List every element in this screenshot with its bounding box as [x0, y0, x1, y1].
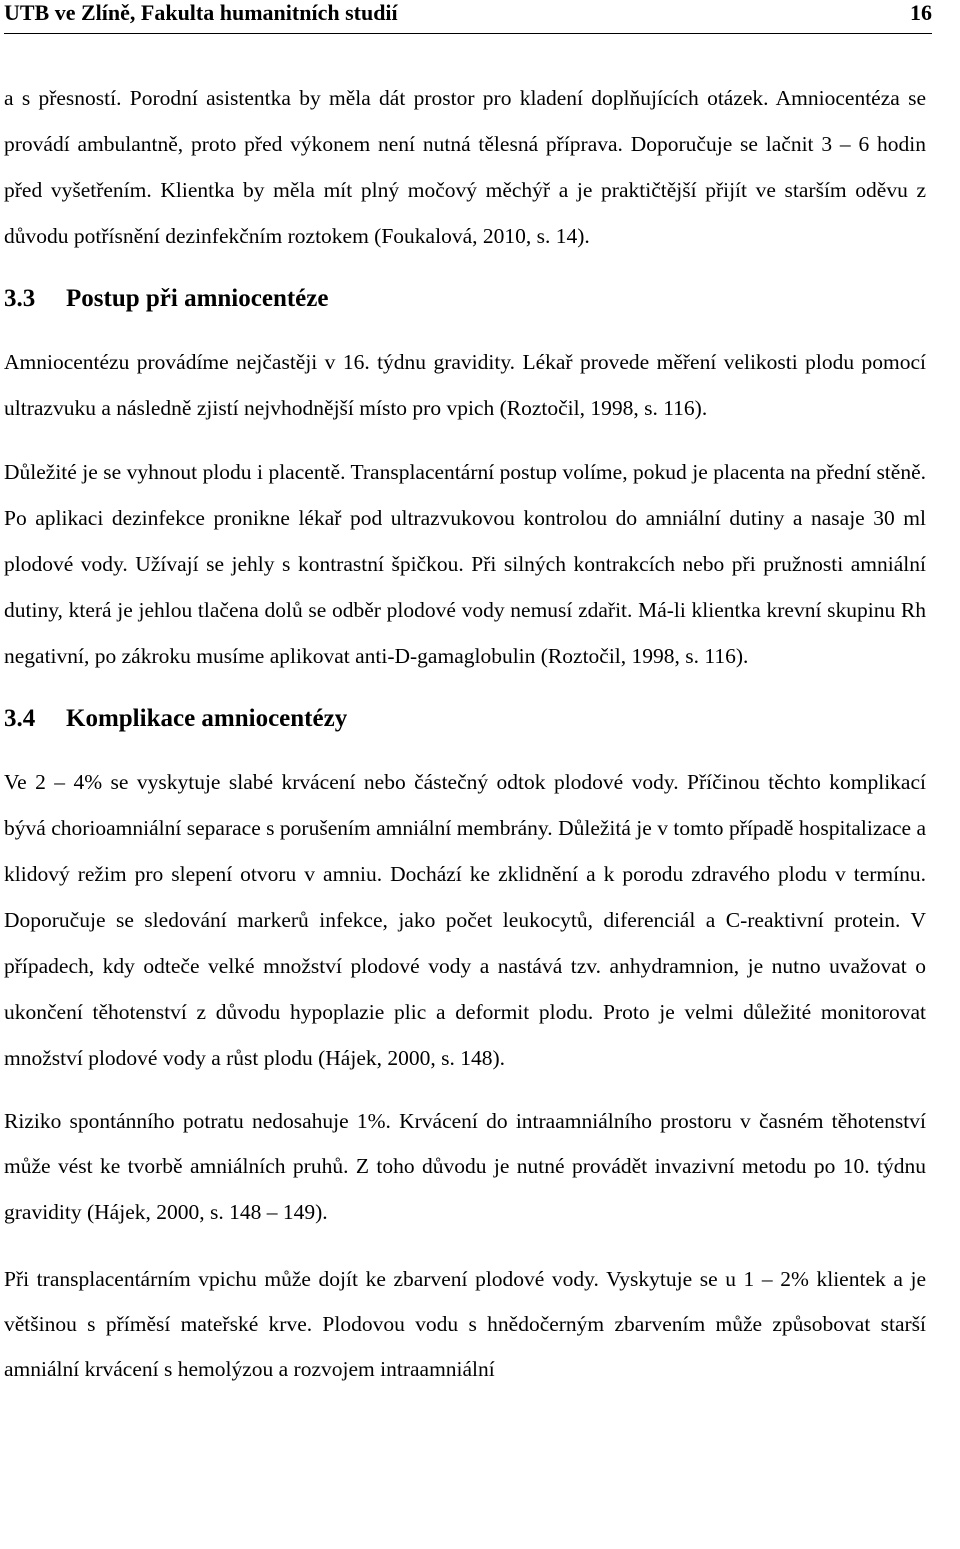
- section-heading-3-4: [4, 697, 926, 741]
- section-title: Komplikace amniocentézy: [66, 705, 348, 732]
- header-title: UTB ve Zlíně, Fakulta humanitních studií: [4, 0, 398, 25]
- document-body: [4, 75, 926, 1393]
- section-title: Postup při amniocentéze: [66, 285, 329, 312]
- page-header: [4, 0, 932, 34]
- section-number: 3.3: [4, 285, 36, 312]
- paragraph: a s přesností. Porodní asistentka by měla dát prostor pro kladení doplňujících otázek. Amniocentéza se provádí ambulantně, proto před výkonem není nutná tělesná příprava. Doporučuje se lačnit 3 – 6 hodin před vyšetřením. Klientka by měla mít plný močový měchýř a je praktičtější přijít ve starším oděvu z důvodu potřísnění dezinfekčním roztokem (Foukalová, 2010, s. 14).: [4, 86, 926, 248]
- page-number: 16: [910, 0, 932, 25]
- paragraph: Důležité je se vyhnout plodu i placentě. Transplacentární postup volíme, pokud je placenta na přední stěně. Po aplikaci dezinfekce pronikne lékař pod ultrazvukovou kontrolou do amniální dutiny a nasaje 30 ml plodové vody. Užívají se jehly s kontrastní špičkou. Při silných kontrakcích nebo při pružnosti amniální dutiny, která je jehlou tlačena dolů se odběr plodové vody nemusí zdařit. Má-li klientka krevní skupinu Rh negativní, po zákroku musíme aplikovat anti-D-gamaglobulin (Roztočil, 1998, s. 116).: [4, 460, 926, 668]
- section-number: 3.4: [4, 705, 36, 732]
- paragraph: Riziko spontánního potratu nedosahuje 1%. Krvácení do intraamniálního prostoru v časném těhotenství může vést ke tvorbě amniálních pruhů. Z toho důvodu je nutné provádět invazivní metodu po 10. týdnu gravidity (Hájek, 2000, s. 148 – 149).: [4, 1109, 926, 1224]
- paragraph: Ve 2 – 4% se vyskytuje slabé krvácení nebo částečný odtok plodové vody. Příčinou těchto komplikací bývá chorioamniální separace s porušením amniální membrány. Důležitá je v tomto případě hospitalizace a klidový režim pro slepení otvoru v amniu. Dochází ke zklidnění a k porodu zdravého plodu v termínu. Doporučuje se sledování markerů infekce, jako počet leukocytů, diferenciál a C-reaktivní protein. V případech, kdy odteče velké množství plodové vody a nastává tzv. anhydramnion, je nutno uvažovat o ukončení těhotenství z důvodu hypoplazie plic a deformit plodu. Proto je velmi důležité monitorovat množství plodové vody a růst plodu (Hájek, 2000, s. 148).: [4, 770, 926, 1070]
- section-heading-3-3: [4, 277, 926, 321]
- paragraph: Amniocentézu provádíme nejčastěji v 16. týdnu gravidity. Lékař provede měření velikosti plodu pomocí ultrazvuku a následně zjistí nejvhodnější místo pro vpich (Roztočil, 1998, s. 116).: [4, 350, 926, 420]
- paragraph: Při transplacentárním vpichu může dojít ke zbarvení plodové vody. Vyskytuje se u 1 – 2% klientek a je většinou s příměsí mateřské krve. Plodovou vodu s hnědočerným zbarvením může způsobovat starší amniální krvácení s hemolýzou a rozvojem intraamniální: [4, 1266, 926, 1382]
